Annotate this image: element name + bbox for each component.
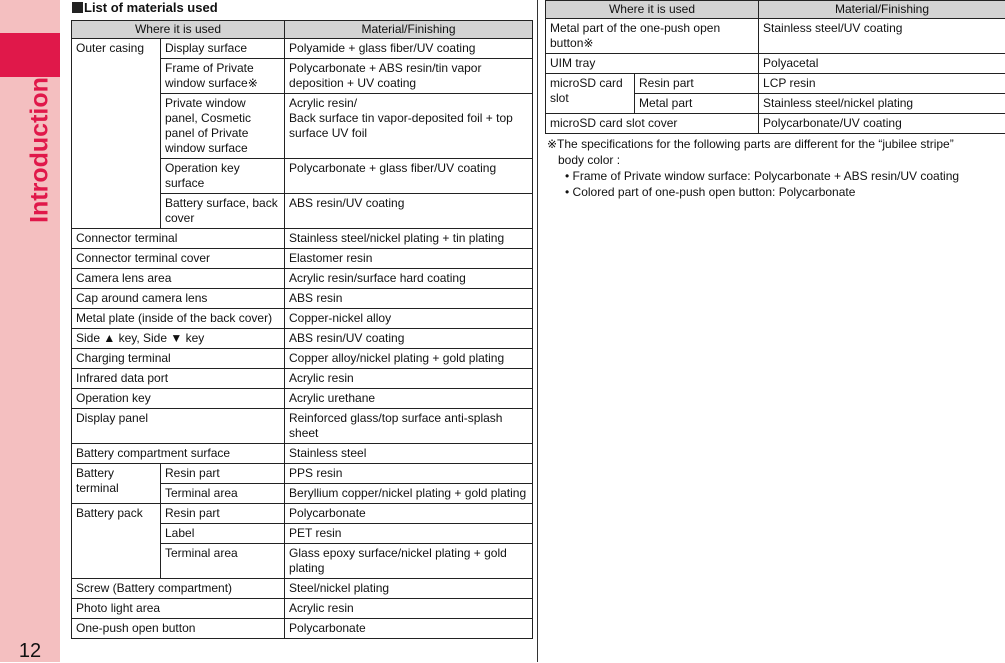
part-cell: Frame of Private window surface※ bbox=[161, 59, 285, 94]
part-cell: Resin part bbox=[635, 74, 759, 94]
table-row bbox=[72, 599, 533, 619]
where-cell: Cap around camera lens bbox=[72, 289, 285, 309]
footnote-bullet: • Frame of Private window surface: Polycarbonate + ABS resin/UV coating bbox=[547, 168, 997, 184]
part-cell: Resin part bbox=[161, 464, 285, 484]
material-cell: Acrylic resin/ Back surface tin vapor-deposited foil + top surface UV foil bbox=[285, 94, 533, 159]
where-cell: Camera lens area bbox=[72, 269, 285, 289]
header-where: Where it is used bbox=[72, 21, 285, 39]
material-cell: Stainless steel/nickel plating bbox=[759, 94, 1005, 114]
part-cell: Resin part bbox=[161, 504, 285, 524]
header-material: Material/Finishing bbox=[285, 21, 533, 39]
section-heading bbox=[72, 0, 218, 15]
heading-text: List of materials used bbox=[84, 0, 218, 15]
material-cell: PET resin bbox=[285, 524, 533, 544]
table-row bbox=[546, 54, 1005, 74]
where-cell: Connector terminal bbox=[72, 229, 285, 249]
material-cell: Stainless steel/nickel plating + tin plating bbox=[285, 229, 533, 249]
material-cell: Polycarbonate bbox=[285, 619, 533, 639]
material-cell: Acrylic urethane bbox=[285, 389, 533, 409]
material-cell: Glass epoxy surface/nickel plating + gold plating bbox=[285, 544, 533, 579]
where-cell: Outer casing bbox=[72, 39, 161, 229]
where-cell: Infrared data port bbox=[72, 369, 285, 389]
table-row bbox=[72, 249, 533, 269]
materials-table-left bbox=[71, 20, 533, 639]
material-cell: Polycarbonate + ABS resin/tin vapor deposition + UV coating bbox=[285, 59, 533, 94]
materials-table-right bbox=[545, 0, 1005, 134]
section-tab-marker bbox=[0, 33, 60, 77]
where-cell: Operation key bbox=[72, 389, 285, 409]
table-row bbox=[546, 114, 1005, 134]
material-cell: Acrylic resin/surface hard coating bbox=[285, 269, 533, 289]
material-cell: Polycarbonate bbox=[285, 504, 533, 524]
material-cell: Stainless steel bbox=[285, 444, 533, 464]
where-cell: Photo light area bbox=[72, 599, 285, 619]
table-row bbox=[72, 409, 533, 444]
part-cell: Terminal area bbox=[161, 484, 285, 504]
header-material: Material/Finishing bbox=[759, 1, 1005, 19]
where-cell: Display panel bbox=[72, 409, 285, 444]
table-row bbox=[72, 309, 533, 329]
sidebar bbox=[0, 0, 60, 662]
table-row bbox=[72, 369, 533, 389]
part-cell: Label bbox=[161, 524, 285, 544]
table-row bbox=[72, 229, 533, 249]
bullet-text: Colored part of one-push open button: Polycarbonate bbox=[573, 185, 856, 199]
table-row bbox=[72, 389, 533, 409]
material-cell: LCP resin bbox=[759, 74, 1005, 94]
table-row bbox=[72, 444, 533, 464]
part-cell: Terminal area bbox=[161, 544, 285, 579]
table-row bbox=[72, 349, 533, 369]
part-cell: Display surface bbox=[161, 39, 285, 59]
material-cell: Stainless steel/UV coating bbox=[759, 19, 1005, 54]
material-cell: Reinforced glass/top surface anti-splash sheet bbox=[285, 409, 533, 444]
footnote-text-cont: body color : bbox=[547, 152, 997, 168]
page-number: 12 bbox=[0, 640, 60, 663]
part-cell: Metal part bbox=[635, 94, 759, 114]
material-cell: Polyacetal bbox=[759, 54, 1005, 74]
table-row bbox=[72, 269, 533, 289]
material-cell: Acrylic resin bbox=[285, 369, 533, 389]
where-cell: Metal plate (inside of the back cover) bbox=[72, 309, 285, 329]
table-row bbox=[72, 504, 533, 524]
square-bullet-icon bbox=[72, 2, 83, 13]
material-cell: ABS resin/UV coating bbox=[285, 194, 533, 229]
table-row bbox=[72, 39, 533, 59]
where-cell: Side ▲ key, Side ▼ key bbox=[72, 329, 285, 349]
table-row bbox=[72, 329, 533, 349]
material-cell: Elastomer resin bbox=[285, 249, 533, 269]
table-row bbox=[72, 464, 533, 484]
column-divider bbox=[537, 0, 538, 662]
where-cell: Battery compartment surface bbox=[72, 444, 285, 464]
where-cell: microSD card slot cover bbox=[546, 114, 759, 134]
where-cell: UIM tray bbox=[546, 54, 759, 74]
material-cell: Copper alloy/nickel plating + gold plating bbox=[285, 349, 533, 369]
part-cell: Private window panel, Cosmetic panel of Private window surface bbox=[161, 94, 285, 159]
where-cell: Charging terminal bbox=[72, 349, 285, 369]
where-cell: One-push open button bbox=[72, 619, 285, 639]
footnote bbox=[547, 136, 997, 200]
part-cell: Operation key surface bbox=[161, 159, 285, 194]
table-row bbox=[72, 289, 533, 309]
where-cell: Connector terminal cover bbox=[72, 249, 285, 269]
section-title: Introduction bbox=[26, 77, 55, 223]
where-cell: Battery terminal bbox=[72, 464, 161, 504]
material-cell: Polycarbonate/UV coating bbox=[759, 114, 1005, 134]
material-cell: PPS resin bbox=[285, 464, 533, 484]
material-cell: ABS resin/UV coating bbox=[285, 329, 533, 349]
table-row bbox=[546, 19, 1005, 54]
where-cell: Battery pack bbox=[72, 504, 161, 579]
material-cell: Polycarbonate + glass fiber/UV coating bbox=[285, 159, 533, 194]
table-row bbox=[72, 619, 533, 639]
material-cell: Copper-nickel alloy bbox=[285, 309, 533, 329]
material-cell: Acrylic resin bbox=[285, 599, 533, 619]
where-cell: microSD card slot bbox=[546, 74, 635, 114]
header-where: Where it is used bbox=[546, 1, 759, 19]
material-cell: Polyamide + glass fiber/UV coating bbox=[285, 39, 533, 59]
footnote-bullet: • Colored part of one-push open button: Polycarbonate bbox=[547, 184, 997, 200]
table-row bbox=[72, 579, 533, 599]
table-row bbox=[546, 74, 1005, 94]
bullet-text: Frame of Private window surface: Polycarbonate + ABS resin/UV coating bbox=[573, 169, 960, 183]
material-cell: Steel/nickel plating bbox=[285, 579, 533, 599]
footnote-text: ※The specifications for the following parts are different for the “jubilee stripe” bbox=[547, 136, 997, 152]
where-cell: Screw (Battery compartment) bbox=[72, 579, 285, 599]
material-cell: Beryllium copper/nickel plating + gold plating bbox=[285, 484, 533, 504]
part-cell: Battery surface, back cover bbox=[161, 194, 285, 229]
where-cell: Metal part of the one-push open button※ bbox=[546, 19, 759, 54]
material-cell: ABS resin bbox=[285, 289, 533, 309]
